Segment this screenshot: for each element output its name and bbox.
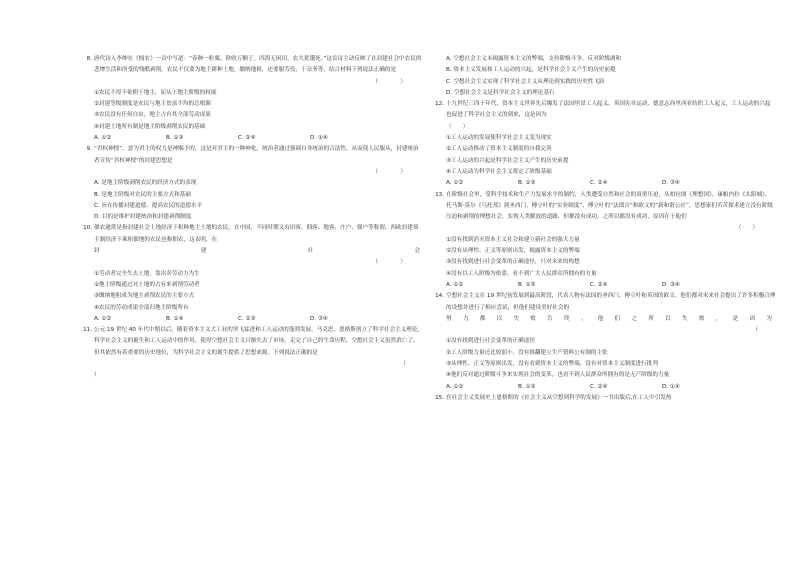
spaced-text-line xyxy=(94,246,424,257)
question-number: 9. xyxy=(86,146,92,153)
spaced-text-line xyxy=(446,314,776,325)
question-13 xyxy=(435,190,776,292)
choice-c: C. ②③ xyxy=(238,315,256,322)
option-item: ②没有从理性、正义等原则出发，揭露资本主义的弊端 xyxy=(446,248,580,255)
option-item: ②工人阶级力量还比较弱小，没有推翻建立生产资料公有制的主张 xyxy=(446,349,608,356)
option-item: ④封建土地所有制是地主阶级剥削农民的基础 xyxy=(94,123,206,130)
question-8 xyxy=(86,54,424,144)
option-item: ④没有以工人阶级为依靠，看不到广大人民群众所拥有的力量 xyxy=(446,270,597,277)
choice-d: D. ③④ xyxy=(310,315,328,322)
choice-d: D. ③④ xyxy=(662,281,680,288)
option-item: ①没有找到消灭资本主义社会和建立新社会的强大力量 xyxy=(446,236,580,243)
question-number: 8. xyxy=(86,56,92,62)
spaced-char: 失 xyxy=(513,315,520,322)
option-item: B. 资本主义发展和工人运动的兴起，是科学社会主义产生的历史前提 xyxy=(446,67,616,74)
right-column xyxy=(435,54,776,404)
question-stem: 在阶级社会里，受科学技术和生产力发展水平的制约，人类遭受自然和社会的双重压迫，从柏拉图《理想国》、康帕内拉《太阳城》、托马斯·莫尔《乌托邦》到圣西门、傅立叶的“实业制度”、傅立叶的“法郎吉”和欧文的“新和谐公社”，思想家们苦苦探求建立没有阶级压迫和剥削的理想社会，实现人类解放的道路，但都没有成功。之所以都没有成功，原因在于他们 xyxy=(446,191,773,221)
choice-a: A. ①② xyxy=(446,281,464,288)
choice-a: A. ①② xyxy=(94,135,112,142)
option-item: D. 目的是维护封建统治和封建剥削制度 xyxy=(94,214,192,221)
answer-blank: （ ） xyxy=(446,123,469,130)
option-item: A. 空想社会主义未揭露资本主义的弊端，支持阶级斗争，反对阶级调和 xyxy=(446,56,622,62)
choice-d: D. ①④ xyxy=(310,135,328,142)
option-item: C. 空想社会主义实现了科学社会主义从理论到实践的历史性飞跃 xyxy=(446,78,605,85)
choice-b: B. ①③ xyxy=(518,180,536,187)
option-item: ③从理性、正义等原则出发，没有看到资本主义的弊端，没有对资本主义制度进行批判 xyxy=(446,361,658,368)
option-item: ①劳动者完全失去土地，靠出卖劳动力为生 xyxy=(94,270,200,277)
spaced-char: 告 xyxy=(547,315,553,322)
answer-choices xyxy=(446,178,776,189)
choice-c: C. ②④ xyxy=(590,281,608,288)
spaced-char: 他 xyxy=(597,315,604,322)
option-item: ①农民不得不依附于地主，屈从于地主阶级的权威 xyxy=(94,89,217,96)
option-item: ②地主阶级通过对土地的占有来剥削劳动者 xyxy=(94,281,200,288)
option-item: ④工人运动为科学社会主义奠定了阶级基础 xyxy=(446,168,552,175)
answer-choices xyxy=(94,133,424,144)
spaced-char: 以 xyxy=(665,315,671,322)
question-stem: 在社会主义发展史上恩格斯的《社会主义从空想到科学的发展》一书出版后,在工人中引发热 xyxy=(446,394,672,401)
question-stem: 公元 19 世纪 40 年代中期以后，随着资本主义大工业的突飞猛进和工人运动的蓬勃发展，马克思、恩格斯创立了科学社会主义理论，科学社会主义的诞生和工人运动中的作用，使得空想社会主义日渐失去了市场，走完了自己的生命历程，空想社会主义虽然消亡了，但其依然有着重要的历史地位，为科学社会主义的诞生提供了思想来源。下列说法正确的是 xyxy=(94,327,424,356)
spaced-char: 努 xyxy=(446,315,452,322)
choice-b: B. ①③ xyxy=(518,383,536,390)
spaced-char: 败 xyxy=(530,315,536,322)
answer-blank: （ ） xyxy=(372,259,406,266)
option-item: ②工人运动推动了资本主义制度的自我完善 xyxy=(446,146,552,153)
question-stem: 唐代诗人李绅在《悯农》一诗中写道：“春种一粒粟，秋收万颗子。四海无闲田，农夫犹饿死。”这首诗主动反映了在封建社会中农民的悲惨生活和所受的残酷剥削。农民不仅要为地主耕种土地，缴纳地租，还要服劳役、干杂务等。结合材料下列说法正确的是 xyxy=(94,56,422,74)
question-15 xyxy=(435,393,776,404)
choice-d: D. ①④ xyxy=(662,383,680,390)
choice-c: C. ②④ xyxy=(238,135,256,142)
question-stem: 空想社会主义在 19 世纪初发展到最高阶段，代表人物有法国的圣西门、傅立叶和英国的欧文。他们都对未来社会提出了许多积极合理的设想并进行了相应尝试，但他们建设美好社会的 xyxy=(446,293,776,311)
option-item: C. 旨在传播封建道德、提高农民的道德水平 xyxy=(94,202,203,209)
question-number: 14. xyxy=(435,293,444,300)
choice-c: C. ②④ xyxy=(590,180,608,187)
choice-b: B. ①③ xyxy=(166,135,184,142)
question-number: 12. xyxy=(435,101,444,108)
choice-b: B. ①③ xyxy=(518,281,536,288)
option-item: ④农民的劳动成果全部归地主阶级所有 xyxy=(94,304,189,311)
option-item: ③没有找到进行社会变革的正确途径，只对未来的构想 xyxy=(446,259,580,266)
question-stem: “君权神授”，意为君主的权力是神赐予的，这是对君主的一种神化，统治者通过强调自身统治的合法性，从而使人民服从，封建统治者宣传“君权神授”的封建思想是 xyxy=(94,146,419,164)
answer-blank: （ ） xyxy=(735,225,758,232)
option-item: D. 空想社会主义是科学社会主义的理论基石 xyxy=(446,89,555,96)
choice-a: A. ①② xyxy=(446,383,464,390)
spaced-char: 之 xyxy=(631,315,638,322)
question-number: 10. xyxy=(83,225,92,232)
left-column xyxy=(83,54,424,382)
option-item: ①工人运动的发展使科学社会主义变为现实 xyxy=(446,135,552,142)
answer-choices xyxy=(94,314,424,325)
spaced-char: 为 xyxy=(766,315,772,322)
question-11 xyxy=(83,325,424,381)
spaced-char: 都 xyxy=(479,315,486,322)
choice-a: A. ①② xyxy=(446,180,464,187)
option-item: ③农民没有任何自由，地主占有其全部劳动成果 xyxy=(94,112,211,119)
choice-c: C. ②④ xyxy=(590,383,608,390)
spaced-char: 因 xyxy=(749,315,756,322)
answer-blank-close: ） xyxy=(94,372,100,379)
option-item: B. 是地主阶级对农民的主要方式和基础 xyxy=(94,191,191,198)
answer-blank: （ ） xyxy=(372,168,406,175)
question-stem: 佃农通常是指封建社会土地经济下租种地主土地的农民，在中国，不同时期又有田客、佃客、地客、庄户、佃户等称谓，西欧封建领主制经济下乘租佃地的农民也称佃农，这表明，在 xyxy=(94,225,419,243)
question-10 xyxy=(83,223,424,325)
spaced-char: 。 xyxy=(580,315,587,322)
spaced-char: 是 xyxy=(732,315,739,322)
option-item: A. 是地主阶级剥削农民的经济方式的表现 xyxy=(94,180,197,187)
question-number: 11. xyxy=(83,327,92,334)
option-item: ③缴纳地租成为地主剥削农民的主要方式 xyxy=(94,293,195,300)
choice-d: D. ③④ xyxy=(662,180,680,187)
question-14 xyxy=(435,291,776,393)
answer-blank: （ ） xyxy=(372,78,406,85)
option-item: ③工人运动的兴起是科学社会主义产生的历史前提 xyxy=(446,157,569,164)
answer-blank-open: （ xyxy=(400,361,406,368)
question-11-options xyxy=(446,54,776,99)
spaced-char: 败 xyxy=(698,315,705,322)
choice-a: A. ①② xyxy=(94,315,112,322)
answer-choices xyxy=(446,382,776,393)
option-item: ②封建等级制度是农民与地主贫富不均的总根源 xyxy=(94,101,211,108)
spaced-char: 所 xyxy=(648,315,654,322)
option-item: ④他们反对通过阶级斗争来实现社会的变革，也看不到人民群众所拥有的是无产阶级的力量 xyxy=(446,372,670,379)
answer-choices xyxy=(446,280,776,291)
spaced-char: 封 xyxy=(94,248,100,255)
choice-b: B. ①④ xyxy=(166,315,184,322)
answer-blank: （ xyxy=(752,327,758,334)
question-9 xyxy=(86,144,424,223)
question-stem: 十九世纪三四十年代，资本主义世界先后爆发了法国里昂工人起义、英国宪章运动、德意志西里西亚纺织工人起义，工人运动的兴起也促进了科学社会主义的到来，这是因为 xyxy=(446,101,771,119)
spaced-char: 力 xyxy=(462,315,469,322)
question-number: 13. xyxy=(435,191,444,198)
option-item: ①没有找到进行社会变革的正确途径 xyxy=(446,338,535,345)
spaced-char: 以 xyxy=(496,315,503,322)
question-12 xyxy=(435,99,776,189)
question-number: 15. xyxy=(435,394,444,401)
spaced-char: 们 xyxy=(614,315,621,322)
spaced-char: 失 xyxy=(682,315,688,322)
spaced-char: 社 xyxy=(307,248,314,255)
spaced-char: 建 xyxy=(200,248,207,255)
spaced-char: ， xyxy=(715,315,722,322)
spaced-char: 终 xyxy=(564,315,570,322)
spaced-char: 会 xyxy=(414,248,420,255)
